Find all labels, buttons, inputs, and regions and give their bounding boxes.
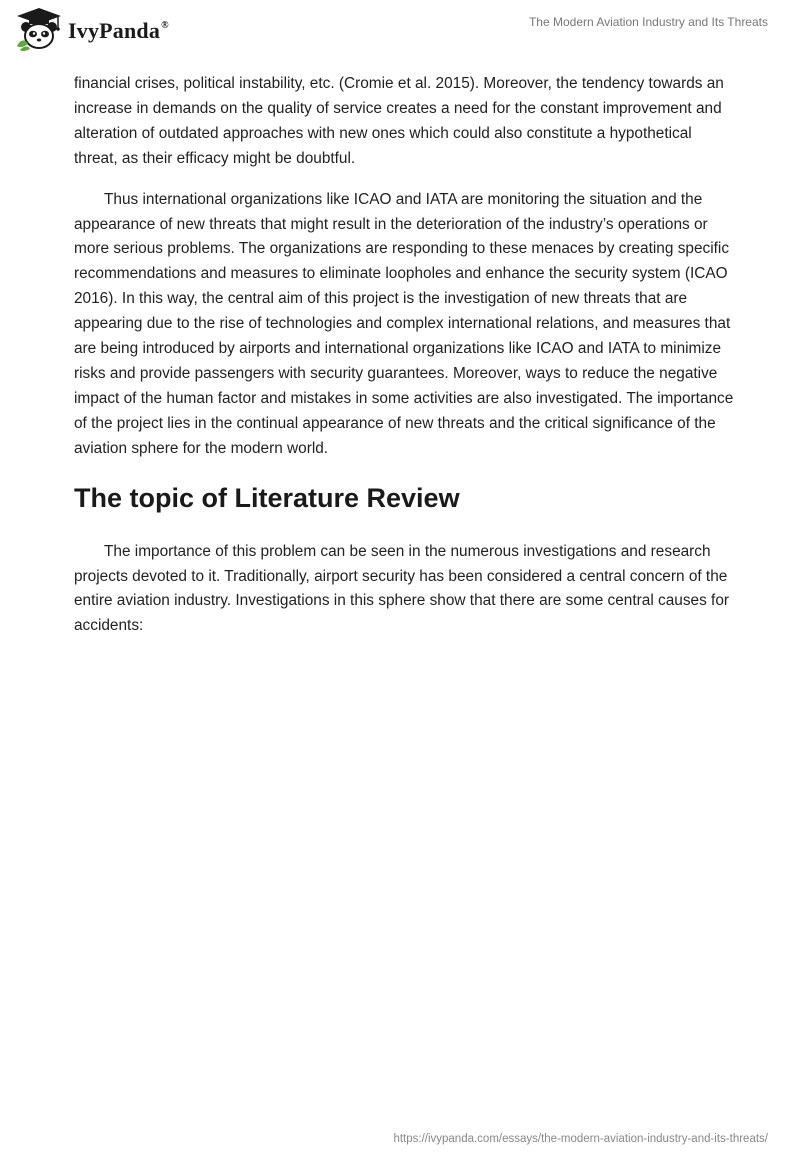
- page-header: [0, 0, 800, 60]
- paragraph: Thus international organizations like ICAO and IATA are monitoring the situation and the appearance of new threats that might result in the deterioration of the industry’s operations or more serious problems. The organizations are responding to these menaces by creating specific recommendations and measures to eliminate loopholes and enhance the security system (ICAO 2016). In this way, the central aim of this project is the investigation of new threats that are appearing due to the rise of technologies and complex international relations, and measures that are being introduced by airports and international organizations like ICAO and IATA to minimize risks and provide passengers with security guarantees. Moreover, ways to reduce the negative impact of the human factor and mistakes in some activities are also investigated. The importance of the project lies in the continual appearance of new threats and the critical significance of the aviation sphere for the modern world.: [74, 190, 734, 457]
- ivypanda-logo[interactable]: [14, 6, 169, 52]
- essay-content: [74, 72, 734, 655]
- registered-mark: ®: [161, 19, 169, 31]
- paragraph-continuation: financial crises, political instability, etc. (Cromie et al. 2015). Moreover, the tendency towards an increase in demands on the quality of service creates a need for the constant improvement and alteration of outdated approaches with new ones which could also constitute a hypothetical threat, as their efficacy might be doubtful.: [74, 75, 724, 167]
- brand-name: IvyPanda®: [68, 18, 169, 43]
- panda-icon: [14, 6, 64, 52]
- paragraph: The importance of this problem can be seen in the numerous investigations and research projects devoted to it. Traditionally, airport security has been considered a central concern of the entire aviation industry. Investigations in this sphere show that there are some central causes for accidents:: [74, 542, 730, 635]
- footer-url[interactable]: https://ivypanda.com/essays/the-modern-aviation-industry-and-its-threats/: [393, 1133, 768, 1145]
- document-title: The Modern Aviation Industry and Its Threats: [528, 15, 768, 29]
- section-heading: The topic of Literature Review: [74, 482, 460, 513]
